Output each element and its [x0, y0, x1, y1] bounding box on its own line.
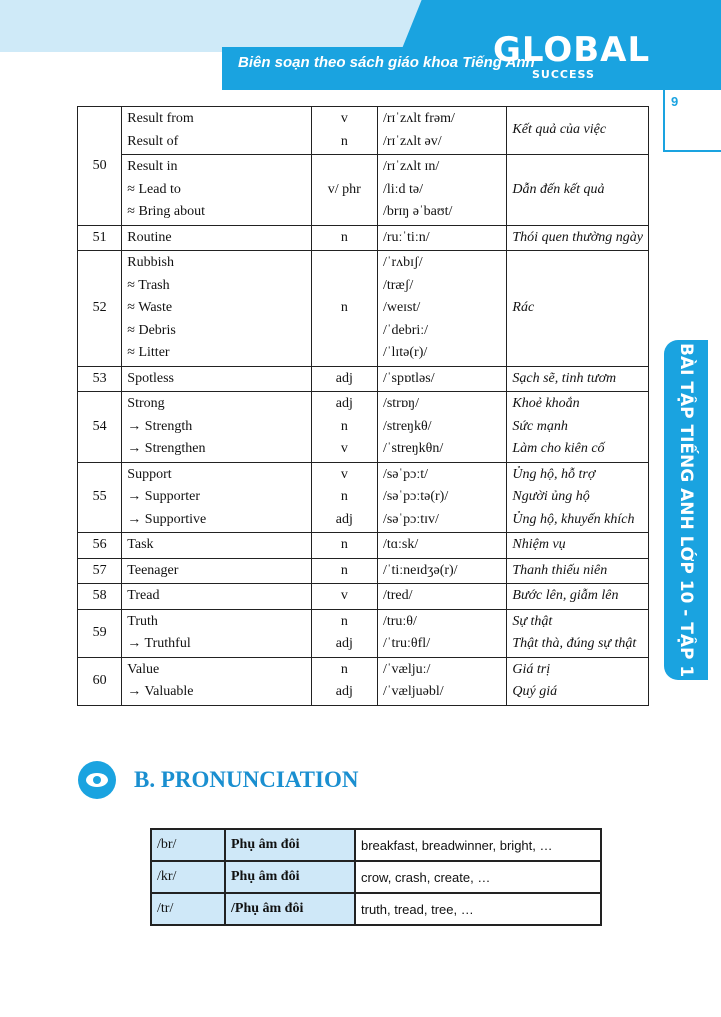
entry-ipa-line: /træʃ/ — [382, 277, 414, 293]
entry-number-line: 52 — [92, 300, 107, 315]
header-subtitle: Biên soạn theo sách giáo khoa Tiếng Anh — [238, 54, 535, 71]
entry-pos-line: n — [340, 133, 348, 149]
entry-ipa-line: /səˈpɔːtɪv/ — [382, 511, 439, 527]
entry-meaning — [507, 558, 649, 584]
table-row — [151, 861, 601, 893]
entry-meaning-line: Làm cho kiên cố — [512, 441, 605, 456]
entry-meaning — [507, 533, 649, 559]
entry-word-line: → Strengthen — [127, 441, 206, 456]
table-row — [151, 893, 601, 925]
eye-icon — [78, 761, 116, 799]
entry-pos — [311, 251, 377, 367]
entry-ipa-line: /ˈtruːθfl/ — [382, 636, 431, 651]
entry-ipa — [377, 558, 506, 584]
entry-number-line: 55 — [92, 489, 107, 504]
entry-number-line: 59 — [92, 624, 107, 640]
page-number: 9 — [663, 90, 721, 152]
table-row — [78, 366, 649, 392]
entry-pos-line: n — [340, 613, 348, 629]
entry-ipa-line: /truːθ/ — [382, 613, 417, 629]
entry-meaning-line: Thật thà, đúng sự thật — [512, 636, 637, 651]
entry-meaning-line: Thói quen thường ngày — [512, 229, 643, 245]
entry-meaning-line: Người ủng hộ — [512, 489, 590, 504]
entry-word-line: Value — [127, 661, 160, 677]
entry-meaning-line: Bước lên, giẫm lên — [512, 588, 619, 603]
entry-pos-line: v — [340, 588, 348, 603]
entry-pos-line: adj — [335, 636, 353, 651]
entry-pos-line: n — [340, 229, 348, 245]
entry-number-line: 51 — [92, 229, 107, 245]
entry-meaning-line: Thanh thiếu niên — [512, 562, 608, 578]
type-cell: Phụ âm đôi — [225, 861, 355, 893]
entry-pos — [311, 462, 377, 533]
entry-word-line: ≈ Waste — [127, 300, 173, 315]
entry-meaning — [507, 155, 649, 226]
entry-word-line: Strong — [127, 396, 165, 411]
entry-word-line: ≈ Litter — [127, 345, 170, 360]
entry-word — [122, 657, 311, 705]
table-row — [151, 829, 601, 861]
pronunciation-table — [150, 828, 602, 926]
entry-pos-line: v — [340, 111, 348, 126]
entry-ipa — [377, 366, 506, 392]
table-row — [78, 558, 649, 584]
entry-number-line: 60 — [92, 672, 107, 688]
entry-meaning — [507, 462, 649, 533]
entry-ipa-line: /ruːˈtiːn/ — [382, 229, 430, 245]
entry-meaning-line: Rác — [512, 300, 535, 315]
entry-number — [78, 366, 122, 392]
entry-ipa — [377, 584, 506, 610]
entry-pos — [311, 584, 377, 610]
entry-ipa — [377, 462, 506, 533]
entry-word-line: Rubbish — [127, 255, 174, 270]
entry-word — [122, 155, 311, 226]
entry-meaning — [507, 107, 649, 155]
entry-number — [78, 462, 122, 533]
entry-ipa — [377, 251, 506, 367]
entry-meaning-line: Quý giá — [512, 684, 558, 699]
entry-meaning — [507, 609, 649, 657]
type-cell: /Phụ âm đôi — [225, 893, 355, 925]
entry-word-line: Result in — [127, 159, 178, 174]
section-heading — [78, 758, 358, 802]
entry-ipa — [377, 155, 506, 226]
entry-ipa-line: /səˈpɔːtə(r)/ — [382, 489, 449, 504]
entry-word-line: ≈ Debris — [127, 322, 176, 338]
section-title: B. PRONUNCIATION — [134, 767, 359, 792]
entry-ipa-line: /səˈpɔːt/ — [382, 466, 429, 482]
entry-pos — [311, 533, 377, 559]
entry-ipa — [377, 609, 506, 657]
sound-cell: /br/ — [151, 829, 225, 861]
entry-pos-line: v/ phr — [327, 181, 361, 197]
entry-ipa-line: /tred/ — [382, 588, 413, 603]
entry-ipa-line: /brɪŋ əˈbaʊt/ — [382, 204, 453, 219]
entry-meaning-line: Ủng hộ, hỗ trợ — [512, 466, 596, 482]
table-row — [78, 533, 649, 559]
entry-word-line: → Truthful — [127, 636, 191, 651]
table-row — [78, 251, 649, 367]
sound-cell: /tr/ — [151, 893, 225, 925]
entry-pos-line: n — [340, 418, 348, 434]
entry-meaning-line: Dẫn đến kết quả — [512, 181, 605, 197]
entry-pos — [311, 392, 377, 463]
entry-word-line: Spotless — [127, 370, 174, 386]
entry-pos-line: adj — [335, 511, 353, 527]
header-banner — [0, 0, 721, 90]
entry-ipa — [377, 533, 506, 559]
entry-meaning-line: Sức mạnh — [512, 418, 568, 434]
entry-ipa-line: /rɪˈzʌlt ɪn/ — [382, 159, 440, 174]
examples-cell: breakfast, breadwinner, bright, … — [355, 829, 601, 861]
entry-pos-line: n — [340, 562, 348, 578]
entry-pos-line: n — [340, 537, 348, 552]
entry-word-line: ≈ Trash — [127, 277, 170, 293]
entry-word-line: Routine — [127, 229, 172, 245]
table-row — [78, 392, 649, 463]
entry-ipa-line: /weɪst/ — [382, 300, 421, 315]
entry-number-line: 54 — [92, 418, 107, 434]
entry-pos — [311, 657, 377, 705]
entry-pos-line: n — [340, 489, 348, 504]
entry-word-line: Teenager — [127, 562, 179, 578]
entry-number — [78, 251, 122, 367]
entry-number-line: 53 — [92, 370, 107, 386]
type-cell: Phụ âm đôi — [225, 829, 355, 861]
entry-word — [122, 392, 311, 463]
entry-number — [78, 225, 122, 251]
entry-meaning — [507, 392, 649, 463]
logo-success: SUCCESS — [532, 68, 595, 81]
entry-word-line: Truth — [127, 613, 158, 629]
entry-word-line: → Supporter — [127, 489, 201, 504]
table-row — [78, 107, 649, 155]
table-row — [78, 657, 649, 705]
entry-word-line: → Valuable — [127, 684, 194, 699]
entry-pos-line: adj — [335, 684, 353, 699]
entry-number-line: 56 — [92, 537, 107, 552]
entry-number — [78, 392, 122, 463]
entry-pos-line: adj — [335, 370, 353, 386]
entry-word-line: → Supportive — [127, 511, 207, 527]
entry-ipa-line: /ˈspɒtləs/ — [382, 370, 435, 386]
entry-pos-line: v — [340, 466, 348, 482]
entry-ipa-line: /ˈvæljuəbl/ — [382, 684, 444, 699]
entry-word-line: → Strength — [127, 418, 193, 434]
entry-meaning — [507, 657, 649, 705]
entry-number-line: 58 — [92, 588, 107, 603]
entry-pos-line: adj — [335, 396, 353, 411]
entry-meaning-line: Ủng hộ, khuyến khích — [512, 511, 635, 527]
entry-number — [78, 107, 122, 226]
entry-number — [78, 657, 122, 705]
table-row — [78, 155, 649, 226]
entry-word — [122, 462, 311, 533]
examples-cell: truth, tread, tree, … — [355, 893, 601, 925]
entry-meaning-line: Kết quả của việc — [512, 122, 607, 138]
entry-meaning-line: Nhiệm vụ — [512, 537, 566, 552]
entry-ipa — [377, 107, 506, 155]
sound-cell: /kr/ — [151, 861, 225, 893]
entry-word — [122, 584, 311, 610]
entry-ipa-line: /rɪˈzʌlt əv/ — [382, 133, 442, 149]
entry-number-line: 57 — [92, 562, 107, 578]
entry-word — [122, 609, 311, 657]
examples-cell: crow, crash, create, … — [355, 861, 601, 893]
entry-ipa-line: /liːd tə/ — [382, 181, 423, 197]
entry-pos-line: n — [340, 300, 348, 315]
entry-number — [78, 584, 122, 610]
entry-ipa — [377, 392, 506, 463]
entry-ipa-line: /ˈtiːneɪdʒə(r)/ — [382, 562, 458, 578]
entry-number-line: 50 — [92, 157, 107, 173]
entry-pos — [311, 609, 377, 657]
entry-pos — [311, 155, 377, 226]
entry-number — [78, 533, 122, 559]
entry-word-line: Task — [127, 537, 154, 552]
entry-word-line: Result of — [127, 133, 179, 149]
entry-pos — [311, 107, 377, 155]
entry-meaning-line: Giá trị — [512, 661, 551, 677]
entry-word — [122, 225, 311, 251]
entry-meaning — [507, 366, 649, 392]
entry-meaning — [507, 225, 649, 251]
entry-pos — [311, 366, 377, 392]
entry-word-line: Support — [127, 466, 172, 482]
entry-pos — [311, 225, 377, 251]
entry-word-line: ≈ Bring about — [127, 204, 205, 219]
entry-ipa-line: /tɑːsk/ — [382, 537, 419, 552]
entry-ipa-line: /ˈstreŋkθn/ — [382, 441, 444, 456]
entry-word — [122, 251, 311, 367]
table-row — [78, 584, 649, 610]
entry-pos — [311, 558, 377, 584]
entry-meaning — [507, 251, 649, 367]
banner-light-stripe — [0, 0, 460, 52]
entry-ipa-line: /ˈvæljuː/ — [382, 661, 431, 677]
entry-word — [122, 107, 311, 155]
side-tab-text: BÀI TẬP TIẾNG ANH LỚP 10 - TẬP 1 — [676, 342, 696, 678]
entry-ipa-line: /rɪˈzʌlt frəm/ — [382, 111, 455, 126]
entry-ipa — [377, 225, 506, 251]
entry-pos-line: n — [340, 661, 348, 677]
entry-meaning — [507, 584, 649, 610]
logo-global: GLOBAL — [493, 30, 651, 70]
vocabulary-table — [77, 106, 649, 706]
entry-word-line: ≈ Lead to — [127, 181, 181, 197]
table-row — [78, 462, 649, 533]
entry-number — [78, 558, 122, 584]
entry-ipa-line: /ˈrʌbɪʃ/ — [382, 255, 423, 270]
entry-word-line: Tread — [127, 588, 160, 603]
entry-pos-line: v — [340, 441, 348, 456]
entry-meaning-line: Sạch sẽ, tinh tươm — [512, 370, 617, 386]
entry-ipa — [377, 657, 506, 705]
entry-ipa-line: /strɒŋ/ — [382, 396, 419, 411]
entry-word — [122, 533, 311, 559]
entry-word — [122, 366, 311, 392]
entry-ipa-line: /ˈdebriː/ — [382, 322, 429, 338]
entry-meaning-line: Sự thật — [512, 613, 553, 629]
entry-ipa-line: /streŋkθ/ — [382, 418, 432, 434]
entry-number — [78, 609, 122, 657]
table-row — [78, 609, 649, 657]
table-row — [78, 225, 649, 251]
entry-ipa-line: /ˈlɪtə(r)/ — [382, 345, 428, 360]
entry-word — [122, 558, 311, 584]
entry-word-line: Result from — [127, 111, 194, 126]
entry-meaning-line: Khoẻ khoắn — [512, 396, 580, 411]
